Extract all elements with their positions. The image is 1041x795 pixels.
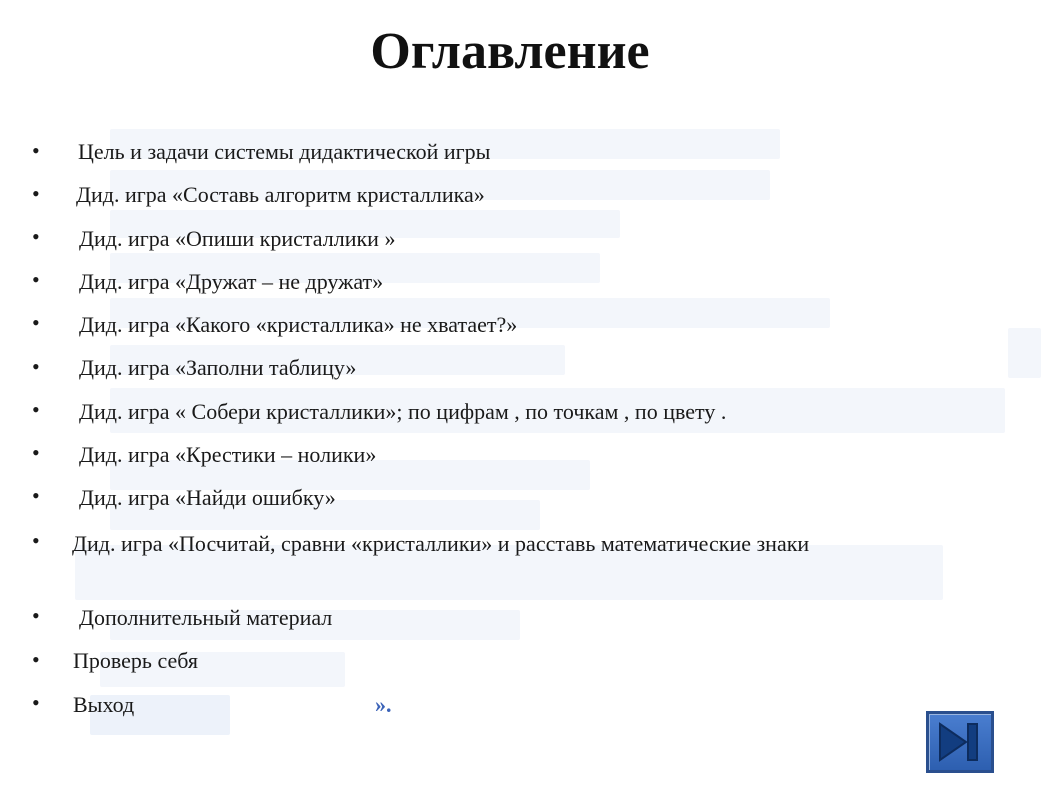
bullet: • (32, 483, 40, 508)
next-end-icon (936, 721, 984, 763)
bullet: • (32, 354, 40, 379)
bullet: • (32, 138, 40, 163)
bullet: • (32, 224, 40, 249)
bullet: • (32, 690, 40, 715)
bullet: • (32, 181, 40, 206)
bullet: • (32, 603, 40, 628)
toc-item-find-error[interactable]: Дид. игра «Найди ошибку» (79, 485, 336, 510)
toc-item-describe[interactable]: Дид. игра «Опиши кристаллики » (79, 226, 396, 251)
bullet: • (32, 528, 40, 553)
toc-item-additional[interactable]: Дополнительный материал (79, 605, 333, 630)
toc-item-count-compare[interactable]: Дид. игра «Посчитай, сравни «кристаллики» и расставь математические знаки (72, 531, 810, 556)
toc-item-algorithm[interactable]: Дид. игра «Составь алгоритм кристаллика» (76, 182, 485, 207)
page-title: Оглавление (370, 23, 650, 80)
toc-item-table[interactable]: Дид. игра «Заполни таблицу» (79, 355, 357, 380)
toc-item-friends[interactable]: Дид. игра «Дружат – не дружат» (79, 269, 384, 294)
bullet: • (32, 440, 40, 465)
next-button[interactable] (926, 711, 994, 773)
bullet: • (32, 267, 40, 292)
toc-item-assemble[interactable]: Дид. игра « Собери кристаллики»; по цифрам , по точкам , по цвету . (79, 399, 727, 424)
toc-item-tictactoe[interactable]: Дид. игра «Крестики – нолики» (79, 442, 377, 467)
stray-quote-text: ». (375, 692, 392, 717)
toc-item-exit[interactable]: Выход (73, 692, 135, 717)
toc-item-goals[interactable]: Цель и задачи системы дидактической игры (78, 139, 491, 164)
bullet: • (32, 310, 40, 335)
toc-item-self-check[interactable]: Проверь себя (73, 648, 199, 673)
bullet: • (32, 647, 40, 672)
bullet: • (32, 397, 40, 422)
toc-item-missing[interactable]: Дид. игра «Какого «кристаллика» не хватает?» (79, 312, 518, 337)
highlight-artifact (1008, 328, 1041, 378)
